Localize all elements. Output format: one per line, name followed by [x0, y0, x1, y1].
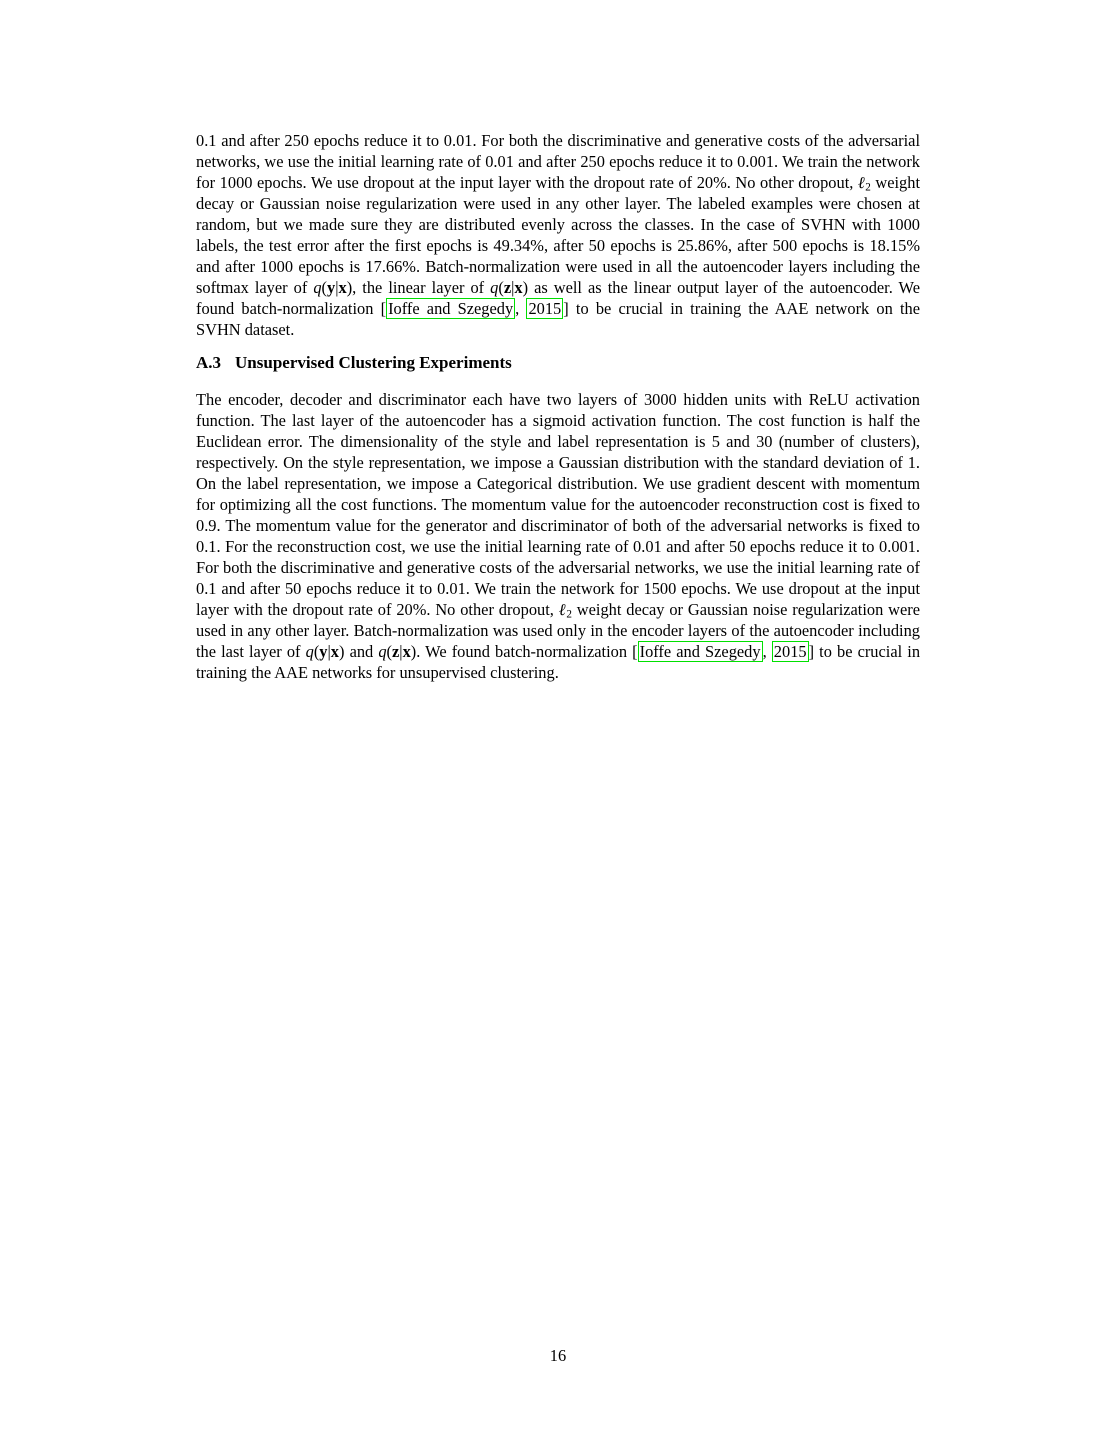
- section-title: Unsupervised Clustering Experiments: [235, 353, 512, 372]
- text-run: (: [321, 278, 327, 297]
- math-bold-symbol: y: [326, 278, 336, 297]
- text-run: |: [327, 642, 331, 661]
- paragraph-svhn-experiments: [196, 130, 920, 340]
- text-column: [196, 130, 920, 683]
- math-bold-symbol: z: [392, 642, 400, 661]
- subscript: 2: [566, 608, 572, 621]
- math-bold-symbol: z: [503, 278, 512, 297]
- text-run: ] to be crucial in training the AAE network on the SVHN dataset.: [196, 299, 921, 339]
- subscript: 2: [865, 181, 871, 194]
- text-run: ) as well as the linear output layer of the autoencoder. We found batch-normalization [: [196, 278, 920, 318]
- text-run: The encoder, decoder and discriminator each have two layers of 3000 hidden units with ReLU activation function. The last layer of the autoencoder has a sigmoid activation function. The cost function is half the Euclidean error. The dimensionality of the style and label representation is 5 and 30 (number of clusters), respectively. On the style representation, we impose a Gaussian distribution with the standard deviation of 1. On the label representation, we impose a Categorical distribution. We use gradient descent with momentum for optimizing all the cost functions. The momentum value for the autoencoder reconstruction cost is fixed to 0.9. The momentum value for the generator and discriminator of both of the adversarial networks is fixed to 0.1. For the reconstruction cost, we use the initial learning rate of 0.01 and after 50 epochs reduce it to 0.001. For both the discriminative and generative costs of the adversarial networks, we use the initial learning rate of 0.1 and after 50 epochs reduce it to 0.01. We train the network for 1500 epochs. We use dropout at the input layer with the dropout rate of 20%. No other dropout,: [196, 390, 920, 619]
- section-number: A.3: [196, 353, 222, 372]
- text-run: weight decay or Gaussian noise regularization were used in any other layer. The labeled examples were chosen at random, but we made sure they are distributed evenly across the classes. In the case of SVHN with 1000 labels, the test error after the first epochs is 49.34%, after 50 epochs is 25.86%, after 500 epochs is 18.15% and after 1000 epochs is 17.66%. Batch-normalization were used in all the autoencoder layers including the softmax layer of: [196, 173, 920, 297]
- text-run: ) and: [339, 642, 379, 661]
- math-bold-symbol: y: [319, 642, 328, 661]
- text-run: ), the linear layer of: [346, 278, 491, 297]
- citation-link[interactable]: 2015: [773, 642, 807, 661]
- text-run: weight decay or Gaussian noise regularization were used in any other layer. Batch-normalization was used only in the encoder layers of the autoencoder including the last layer of: [196, 600, 921, 661]
- text-run: ] to be crucial in training the AAE networks for unsupervised clustering.: [196, 642, 921, 682]
- text-run: ). We found batch-normalization [: [410, 642, 638, 661]
- text-run: (: [386, 642, 393, 661]
- math-bold-symbol: x: [330, 642, 339, 661]
- text-run: ,: [762, 642, 772, 661]
- citation-link[interactable]: Ioffe and Szegedy: [639, 642, 761, 661]
- page-number: 16: [549, 1346, 567, 1365]
- text-run: |: [511, 278, 515, 297]
- math-variable: q: [305, 642, 314, 661]
- citation-link[interactable]: 2015: [528, 299, 562, 318]
- math-variable: ℓ: [857, 173, 866, 192]
- text-run: |: [399, 642, 403, 661]
- math-variable: q: [378, 642, 387, 661]
- section-heading: [196, 352, 920, 373]
- math-variable: q: [490, 278, 499, 297]
- citation-link[interactable]: Ioffe and Szegedy: [388, 299, 514, 318]
- text-run: (: [498, 278, 504, 297]
- math-bold-symbol: x: [402, 642, 411, 661]
- math-bold-symbol: x: [514, 278, 523, 297]
- math-bold-symbol: x: [338, 278, 347, 297]
- text-run: (: [313, 642, 320, 661]
- paragraph-unsupervised-clustering: [196, 389, 920, 683]
- text-run: 0.1 and after 250 epochs reduce it to 0.01. For both the discriminative and generative costs of the adversarial networks, we use the initial learning rate of 0.01 and after 250 epochs reduce it to 0.001. We train the network for 1000 epochs. We use dropout at the input layer with the dropout rate of 20%. No other dropout,: [196, 131, 920, 192]
- text-run: ,: [515, 299, 527, 318]
- text-run: |: [335, 278, 339, 297]
- math-variable: q: [313, 278, 322, 297]
- math-variable: ℓ: [558, 600, 567, 619]
